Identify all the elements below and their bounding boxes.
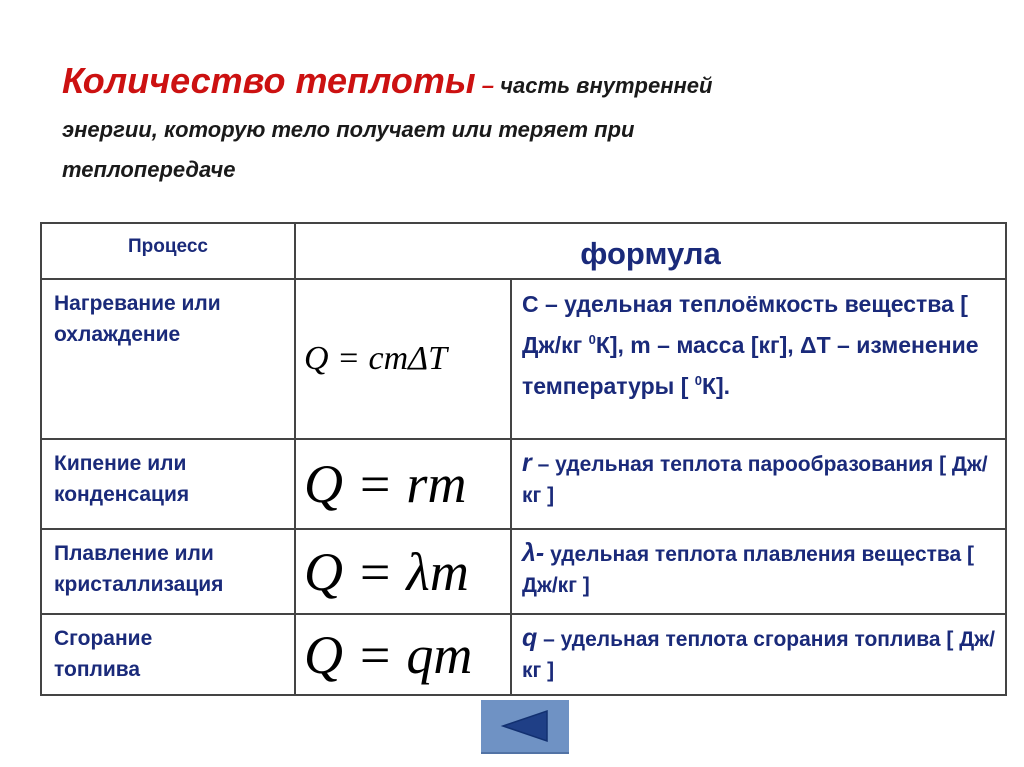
process-cell xyxy=(41,529,295,614)
degree-superscript: 0 xyxy=(694,373,702,388)
process-label: Кипение или xyxy=(54,452,187,475)
process-label: охлаждение xyxy=(54,323,181,346)
table-row xyxy=(41,279,1006,439)
title-definition-line-2: энергии, которую тело получает или теряет при xyxy=(62,117,635,142)
description-text: – удельная теплота сгорания топлива [ Дж/кг ] xyxy=(522,628,995,682)
table-row xyxy=(41,529,1006,614)
header-formula: формула xyxy=(295,223,1006,279)
table-header-row xyxy=(41,223,1006,279)
process-label: конденсация xyxy=(54,483,190,506)
description-cell xyxy=(511,614,1006,695)
degree-superscript: 0 xyxy=(588,332,596,347)
table-row xyxy=(41,614,1006,695)
title-definition-line-1: часть внутренней xyxy=(500,73,713,98)
formula-cell: Q = λm xyxy=(295,529,511,614)
description-text: удельная теплота плавления вещества [ Дж/кг ] xyxy=(522,543,975,597)
description-text: С – удельная теплоёмкость вещества [ Дж/кг xyxy=(522,291,968,358)
title-dash: – xyxy=(475,73,501,98)
process-cell xyxy=(41,279,295,439)
process-label: Нагревание или xyxy=(54,292,221,315)
process-label: Сгорание xyxy=(54,627,153,650)
header-process: Процесс xyxy=(41,223,295,279)
description-cell xyxy=(511,279,1006,439)
process-label: Плавление или xyxy=(54,542,214,565)
description-text: К]. xyxy=(701,373,731,399)
process-label: кристаллизация xyxy=(54,573,224,596)
process-cell xyxy=(41,439,295,529)
slide-title xyxy=(62,60,962,190)
title-definition-line-3: теплопередаче xyxy=(62,157,236,182)
process-cell xyxy=(41,614,295,695)
back-button[interactable] xyxy=(481,700,569,754)
symbol: λ- xyxy=(522,539,545,567)
description-cell xyxy=(511,439,1006,529)
description-text: К], m – масса [кг], ΔТ – изменение температуры [ xyxy=(522,332,979,399)
process-label: топлива xyxy=(54,658,141,681)
table-row xyxy=(41,439,1006,529)
description-cell xyxy=(511,529,1006,614)
symbol: q xyxy=(522,624,538,652)
formula-cell: Q = rm xyxy=(295,439,511,529)
formula-cell: Q = cmΔT xyxy=(295,279,511,439)
symbol: r xyxy=(522,449,532,477)
description-text: – удельная теплота парообразования [ Дж/кг ] xyxy=(522,453,988,507)
title-term: Количество теплоты xyxy=(62,60,476,101)
heat-formula-table xyxy=(40,222,1007,696)
triangle-left-icon xyxy=(499,709,551,743)
formula-cell: Q = qm xyxy=(295,614,511,695)
